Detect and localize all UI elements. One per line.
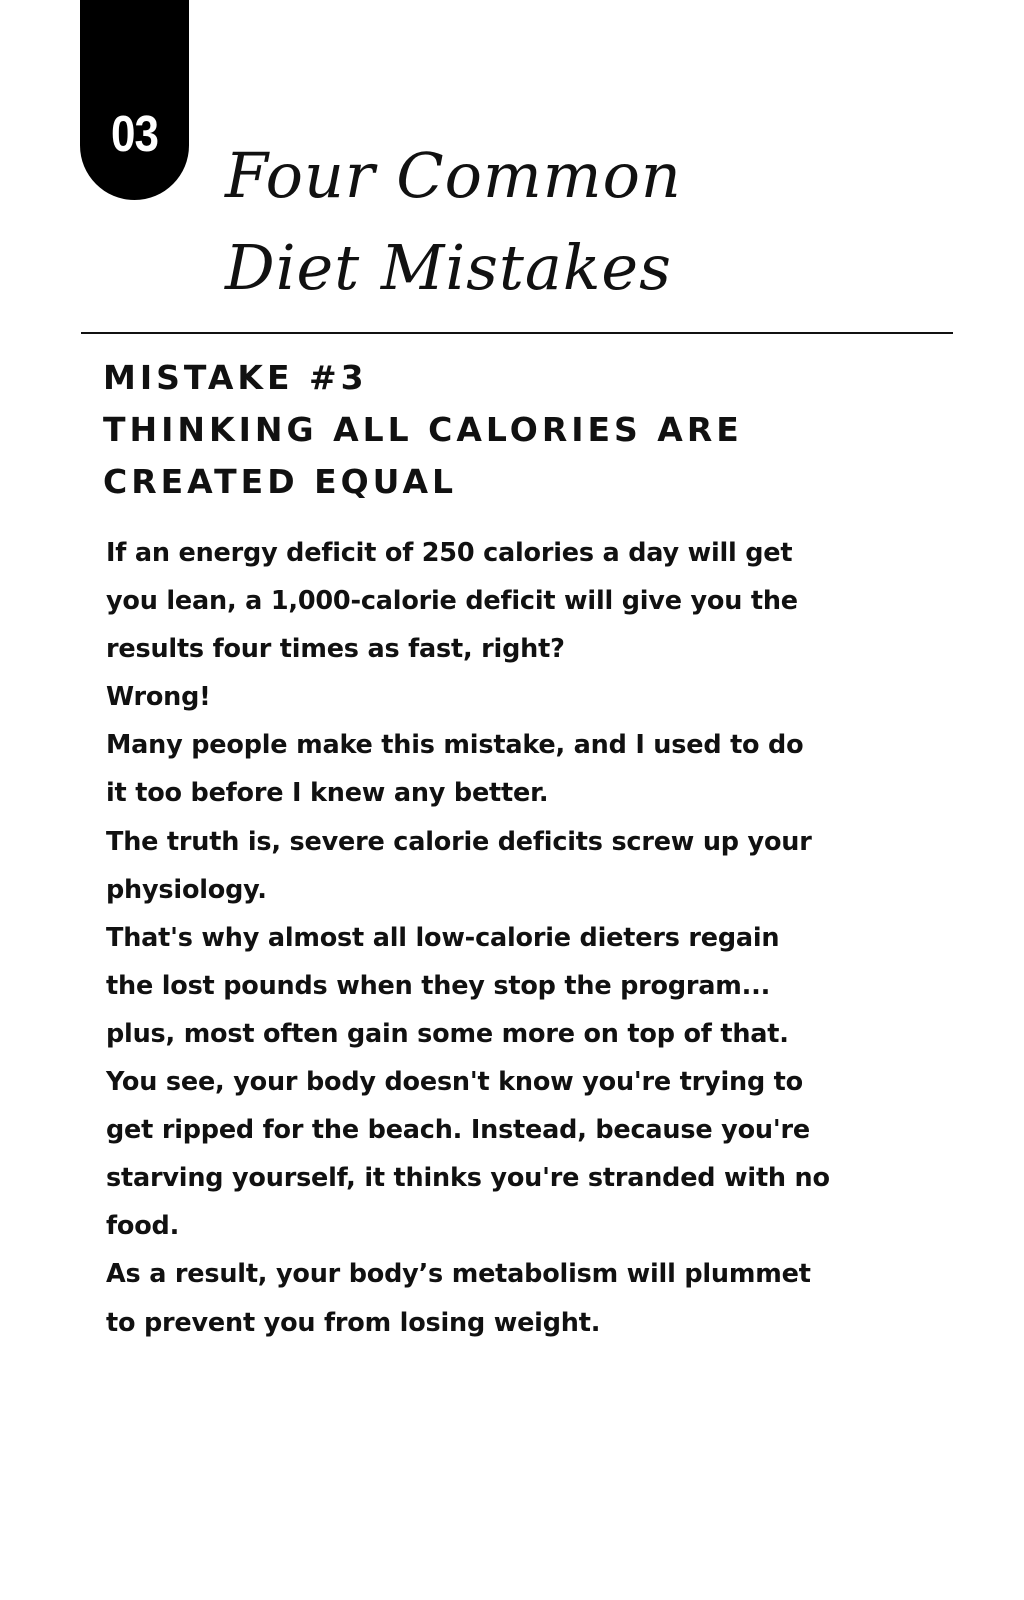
heading-line-2: THINKING ALL CALORIES ARE (103, 410, 743, 449)
body-line: Wrong! (106, 682, 211, 713)
title-line-2: Diet Mistakes (225, 231, 672, 304)
body-line: As a result, your body’s metabolism will plummet (106, 1259, 811, 1290)
page-title (225, 130, 682, 314)
body-line: Many people make this mistake, and I used to do (106, 730, 804, 761)
body-line: the lost pounds when they stop the program... (106, 970, 771, 1001)
page-number: 03 (111, 106, 158, 163)
body-line: The truth is, severe calorie deficits screw up your (106, 826, 812, 857)
heading-line-1: MISTAKE #3 (103, 358, 368, 397)
body-line: it too before I knew any better. (106, 778, 549, 809)
body-line: plus, most often gain some more on top of that. (106, 1018, 789, 1049)
page-number-tab (80, 0, 189, 200)
body-line: You see, your body doesn't know you're trying to (106, 1067, 803, 1098)
body-line: to prevent you from losing weight. (106, 1307, 601, 1338)
body-line: you lean, a 1,000-calorie deficit will give you the (106, 586, 798, 617)
body-line: food. (106, 1211, 180, 1242)
body-line: That's why almost all low-calorie dieters regain (106, 922, 780, 953)
body-paragraph (106, 529, 956, 1347)
body-line: results four times as fast, right? (106, 634, 565, 665)
mistake-heading (103, 352, 743, 508)
body-line: get ripped for the beach. Instead, because you're (106, 1115, 810, 1146)
title-divider (81, 332, 953, 334)
body-line: If an energy deficit of 250 calories a day will get (106, 538, 793, 568)
body-line: physiology. (106, 874, 267, 905)
title-line-1: Four Common (225, 139, 682, 212)
body-line: starving yourself, it thinks you're stranded with no (106, 1163, 830, 1194)
heading-line-3: CREATED EQUAL (103, 462, 458, 501)
